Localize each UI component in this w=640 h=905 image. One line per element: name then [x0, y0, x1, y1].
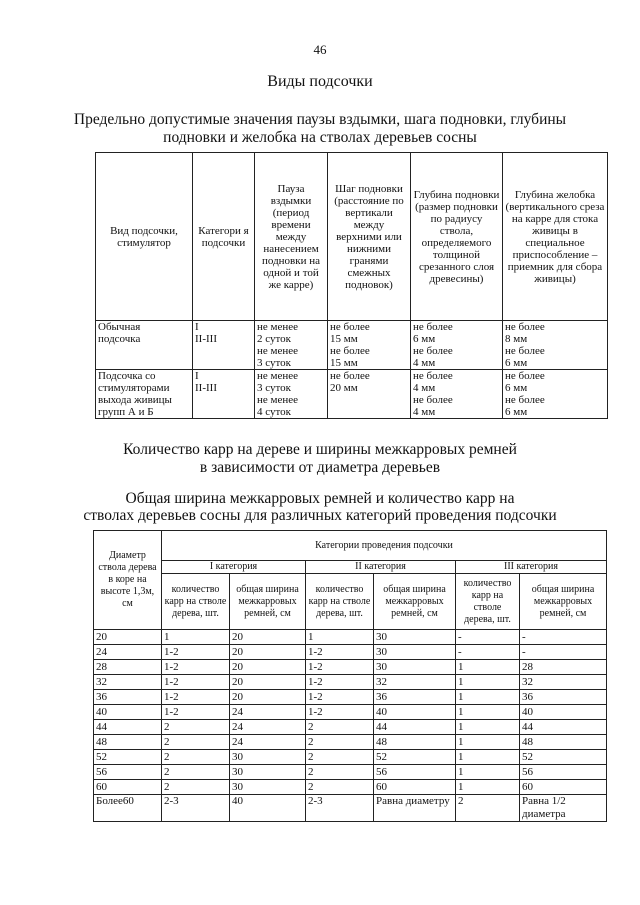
- table-row: [94, 750, 607, 765]
- table1-header-type: Вид подсочки, стимулятор: [96, 153, 193, 321]
- table2-cell: 1-2: [162, 645, 230, 660]
- table1-cell: I II-III: [193, 321, 255, 370]
- table2-cell: 24: [230, 735, 306, 750]
- table2-cell: 30: [374, 645, 456, 660]
- table2-cell: 1: [456, 750, 520, 765]
- table2-cell: 44: [374, 720, 456, 735]
- table2-cell: 1: [456, 720, 520, 735]
- table2-cell: 24: [230, 720, 306, 735]
- table2-cell: 2: [456, 795, 520, 822]
- table2-cell: 1: [456, 735, 520, 750]
- carr-width-table: [93, 530, 607, 822]
- table2-cell: 44: [94, 720, 162, 735]
- table2-cell: Равна диаметру: [374, 795, 456, 822]
- table2-cell: 1: [162, 630, 230, 645]
- table2-cell: 40: [94, 705, 162, 720]
- table2-cell: 1: [456, 780, 520, 795]
- table2-cell: 1-2: [306, 675, 374, 690]
- table2-cell: 1: [456, 660, 520, 675]
- table2-cell: 2-3: [306, 795, 374, 822]
- table1-header-row: [96, 153, 608, 321]
- table2-cell: 40: [520, 705, 607, 720]
- table2-header-diameter: Диаметр ствола дерева в коре на высоте 1,3м, см: [94, 531, 162, 630]
- table2-category-3: III категория: [456, 561, 607, 574]
- table2-cell: 30: [230, 750, 306, 765]
- table2-cell: 32: [94, 675, 162, 690]
- table1-cell: Обычная подсочка: [96, 321, 193, 370]
- table2-cell: 24: [230, 705, 306, 720]
- table2-cell: 28: [520, 660, 607, 675]
- table2-cell: 2: [306, 765, 374, 780]
- table-row: [96, 370, 608, 419]
- table2-cell: 1-2: [306, 645, 374, 660]
- section1-heading-line2: подновки и желобка на стволах деревьев сосны: [163, 129, 477, 146]
- table2-cell: 20: [230, 690, 306, 705]
- table2-body: [94, 630, 607, 822]
- table2-cell: 20: [230, 675, 306, 690]
- table2-cell: 40: [374, 705, 456, 720]
- table2-cell: 2: [306, 735, 374, 750]
- table2-cell: 40: [230, 795, 306, 822]
- table2-cell: 30: [230, 780, 306, 795]
- table2-cell: 20: [230, 660, 306, 675]
- table2-cell: 48: [520, 735, 607, 750]
- table2-cell: -: [456, 645, 520, 660]
- table2-cell: 1: [456, 690, 520, 705]
- table2-cell: 2: [162, 720, 230, 735]
- tapping-limits-table: [95, 152, 608, 419]
- table-row: [94, 765, 607, 780]
- table2-cell: 20: [94, 630, 162, 645]
- table-row: [96, 321, 608, 370]
- table2-cell: 52: [374, 750, 456, 765]
- section2-subheading-line2: стволах деревьев сосны для различных категорий проведения подсочки: [83, 507, 557, 524]
- section2-heading-line1: Количество карр на дереве и ширины межкарровых ремней: [123, 441, 517, 458]
- table2-cell: 24: [94, 645, 162, 660]
- table2-category-2: II категория: [306, 561, 456, 574]
- table2-cell: 60: [520, 780, 607, 795]
- table2-cell: 28: [94, 660, 162, 675]
- table-row: [94, 660, 607, 675]
- table2-col-count: количество карр на стволе дерева, шт.: [306, 574, 374, 630]
- table2-cell: 2: [306, 750, 374, 765]
- table2-cell: 1: [456, 705, 520, 720]
- table2-cell: Равна 1/2 диаметра: [520, 795, 607, 822]
- table-row: [94, 675, 607, 690]
- table2-col-width: общая ширина межкарровых ремней, см: [520, 574, 607, 630]
- table1-cell: не более 20 мм: [328, 370, 411, 419]
- table2-cell: 56: [520, 765, 607, 780]
- table2-cell: 1-2: [162, 660, 230, 675]
- table2-cell: 2: [306, 780, 374, 795]
- table1-cell: не более 6 мм не более 4 мм: [411, 321, 503, 370]
- table1-header-pause: Пауза вздымки (период времени между нанесением подновки на одной и той же карре): [255, 153, 328, 321]
- table2-subheader-row: [94, 574, 607, 630]
- table2-cell: 20: [230, 645, 306, 660]
- table1-header-step: Шаг подновки (расстояние по вертикали между верхними или нижними гранями смежных подновок): [328, 153, 411, 321]
- table-row: [94, 780, 607, 795]
- page-title: Виды подсочки: [267, 73, 373, 90]
- table2-cell: 2: [162, 750, 230, 765]
- table2-cell: 36: [520, 690, 607, 705]
- table2-cell: 1-2: [306, 705, 374, 720]
- table2-col-count: количество карр на стволе дерева, шт.: [456, 574, 520, 630]
- table2-cell: 52: [520, 750, 607, 765]
- section2-subheading-line1: Общая ширина межкарровых ремней и количество карр на: [125, 490, 515, 507]
- table2-cell: 48: [374, 735, 456, 750]
- table1-header-groove: Глубина желобка (вертикального среза на карре для стока живицы в специальное приспособление –приемник для сбора живицы): [503, 153, 608, 321]
- table-row: [94, 630, 607, 645]
- table2-col-width: общая ширина межкарровых ремней, см: [230, 574, 306, 630]
- table2-category-1: I категория: [162, 561, 306, 574]
- table2-col-count: количество карр на стволе дерева, шт.: [162, 574, 230, 630]
- table-row: [94, 705, 607, 720]
- table2-cell: 1-2: [162, 690, 230, 705]
- table2-header-group: Категории проведения подсочки: [162, 531, 607, 561]
- table2-cell: 30: [230, 765, 306, 780]
- table2-cell: Более60: [94, 795, 162, 822]
- table1-cell: I II-III: [193, 370, 255, 419]
- table2-cell: 2: [162, 780, 230, 795]
- table1-cell: не менее 3 суток не менее 4 суток: [255, 370, 328, 419]
- table2-cell: -: [456, 630, 520, 645]
- table2-cell: 20: [230, 630, 306, 645]
- table2-cell: 36: [94, 690, 162, 705]
- table2-category-row: [94, 561, 607, 574]
- table2-cell: 1-2: [306, 660, 374, 675]
- table2-cell: 2: [162, 765, 230, 780]
- table2-col-width: общая ширина межкарровых ремней, см: [374, 574, 456, 630]
- table2-cell: 44: [520, 720, 607, 735]
- table2-cell: 30: [374, 660, 456, 675]
- table1-cell: не более 6 мм не более 6 мм: [503, 370, 608, 419]
- table2-cell: 1-2: [162, 705, 230, 720]
- table1-cell: не более 8 мм не более 6 мм: [503, 321, 608, 370]
- table2-cell: 30: [374, 630, 456, 645]
- table2-cell: 60: [374, 780, 456, 795]
- table2-cell: 56: [94, 765, 162, 780]
- table2-cell: 1: [456, 765, 520, 780]
- table2-cell: 52: [94, 750, 162, 765]
- table1-cell: не менее 2 суток не менее 3 суток: [255, 321, 328, 370]
- table1-cell: Подсочка со стимуляторами выхода живицы групп А и Б: [96, 370, 193, 419]
- table2-cell: 32: [374, 675, 456, 690]
- table-row: [94, 690, 607, 705]
- table1-header-category: Категори я подсочки: [193, 153, 255, 321]
- table-row: [94, 720, 607, 735]
- table2-cell: 2-3: [162, 795, 230, 822]
- table-row: [94, 795, 607, 822]
- table1-header-depth: Глубина подновки (размер подновки по радиусу ствола, определяемого толщиной срезанного слоя древесины): [411, 153, 503, 321]
- page-number: 46: [313, 42, 327, 57]
- section1-heading-line1: Предельно допустимые значения паузы вздымки, шага подновки, глубины: [73, 111, 567, 128]
- table-row: [94, 645, 607, 660]
- table2-cell: 1: [306, 630, 374, 645]
- table2-cell: 1-2: [162, 675, 230, 690]
- table1-cell: не более 15 мм не более 15 мм: [328, 321, 411, 370]
- table2-cell: 60: [94, 780, 162, 795]
- table2-cell: 32: [520, 675, 607, 690]
- table2-cell: -: [520, 645, 607, 660]
- table2-cell: 36: [374, 690, 456, 705]
- table2-cell: 1: [456, 675, 520, 690]
- table1-cell: не более 4 мм не более 4 мм: [411, 370, 503, 419]
- table2-cell: -: [520, 630, 607, 645]
- table2-cell: 48: [94, 735, 162, 750]
- table2-header-row: [94, 531, 607, 561]
- table-row: [94, 735, 607, 750]
- table2-cell: 2: [306, 720, 374, 735]
- table2-cell: 1-2: [306, 690, 374, 705]
- table2-cell: 2: [162, 735, 230, 750]
- section2-heading-line2: в зависимости от диаметра деревьев: [199, 459, 441, 476]
- table2-cell: 56: [374, 765, 456, 780]
